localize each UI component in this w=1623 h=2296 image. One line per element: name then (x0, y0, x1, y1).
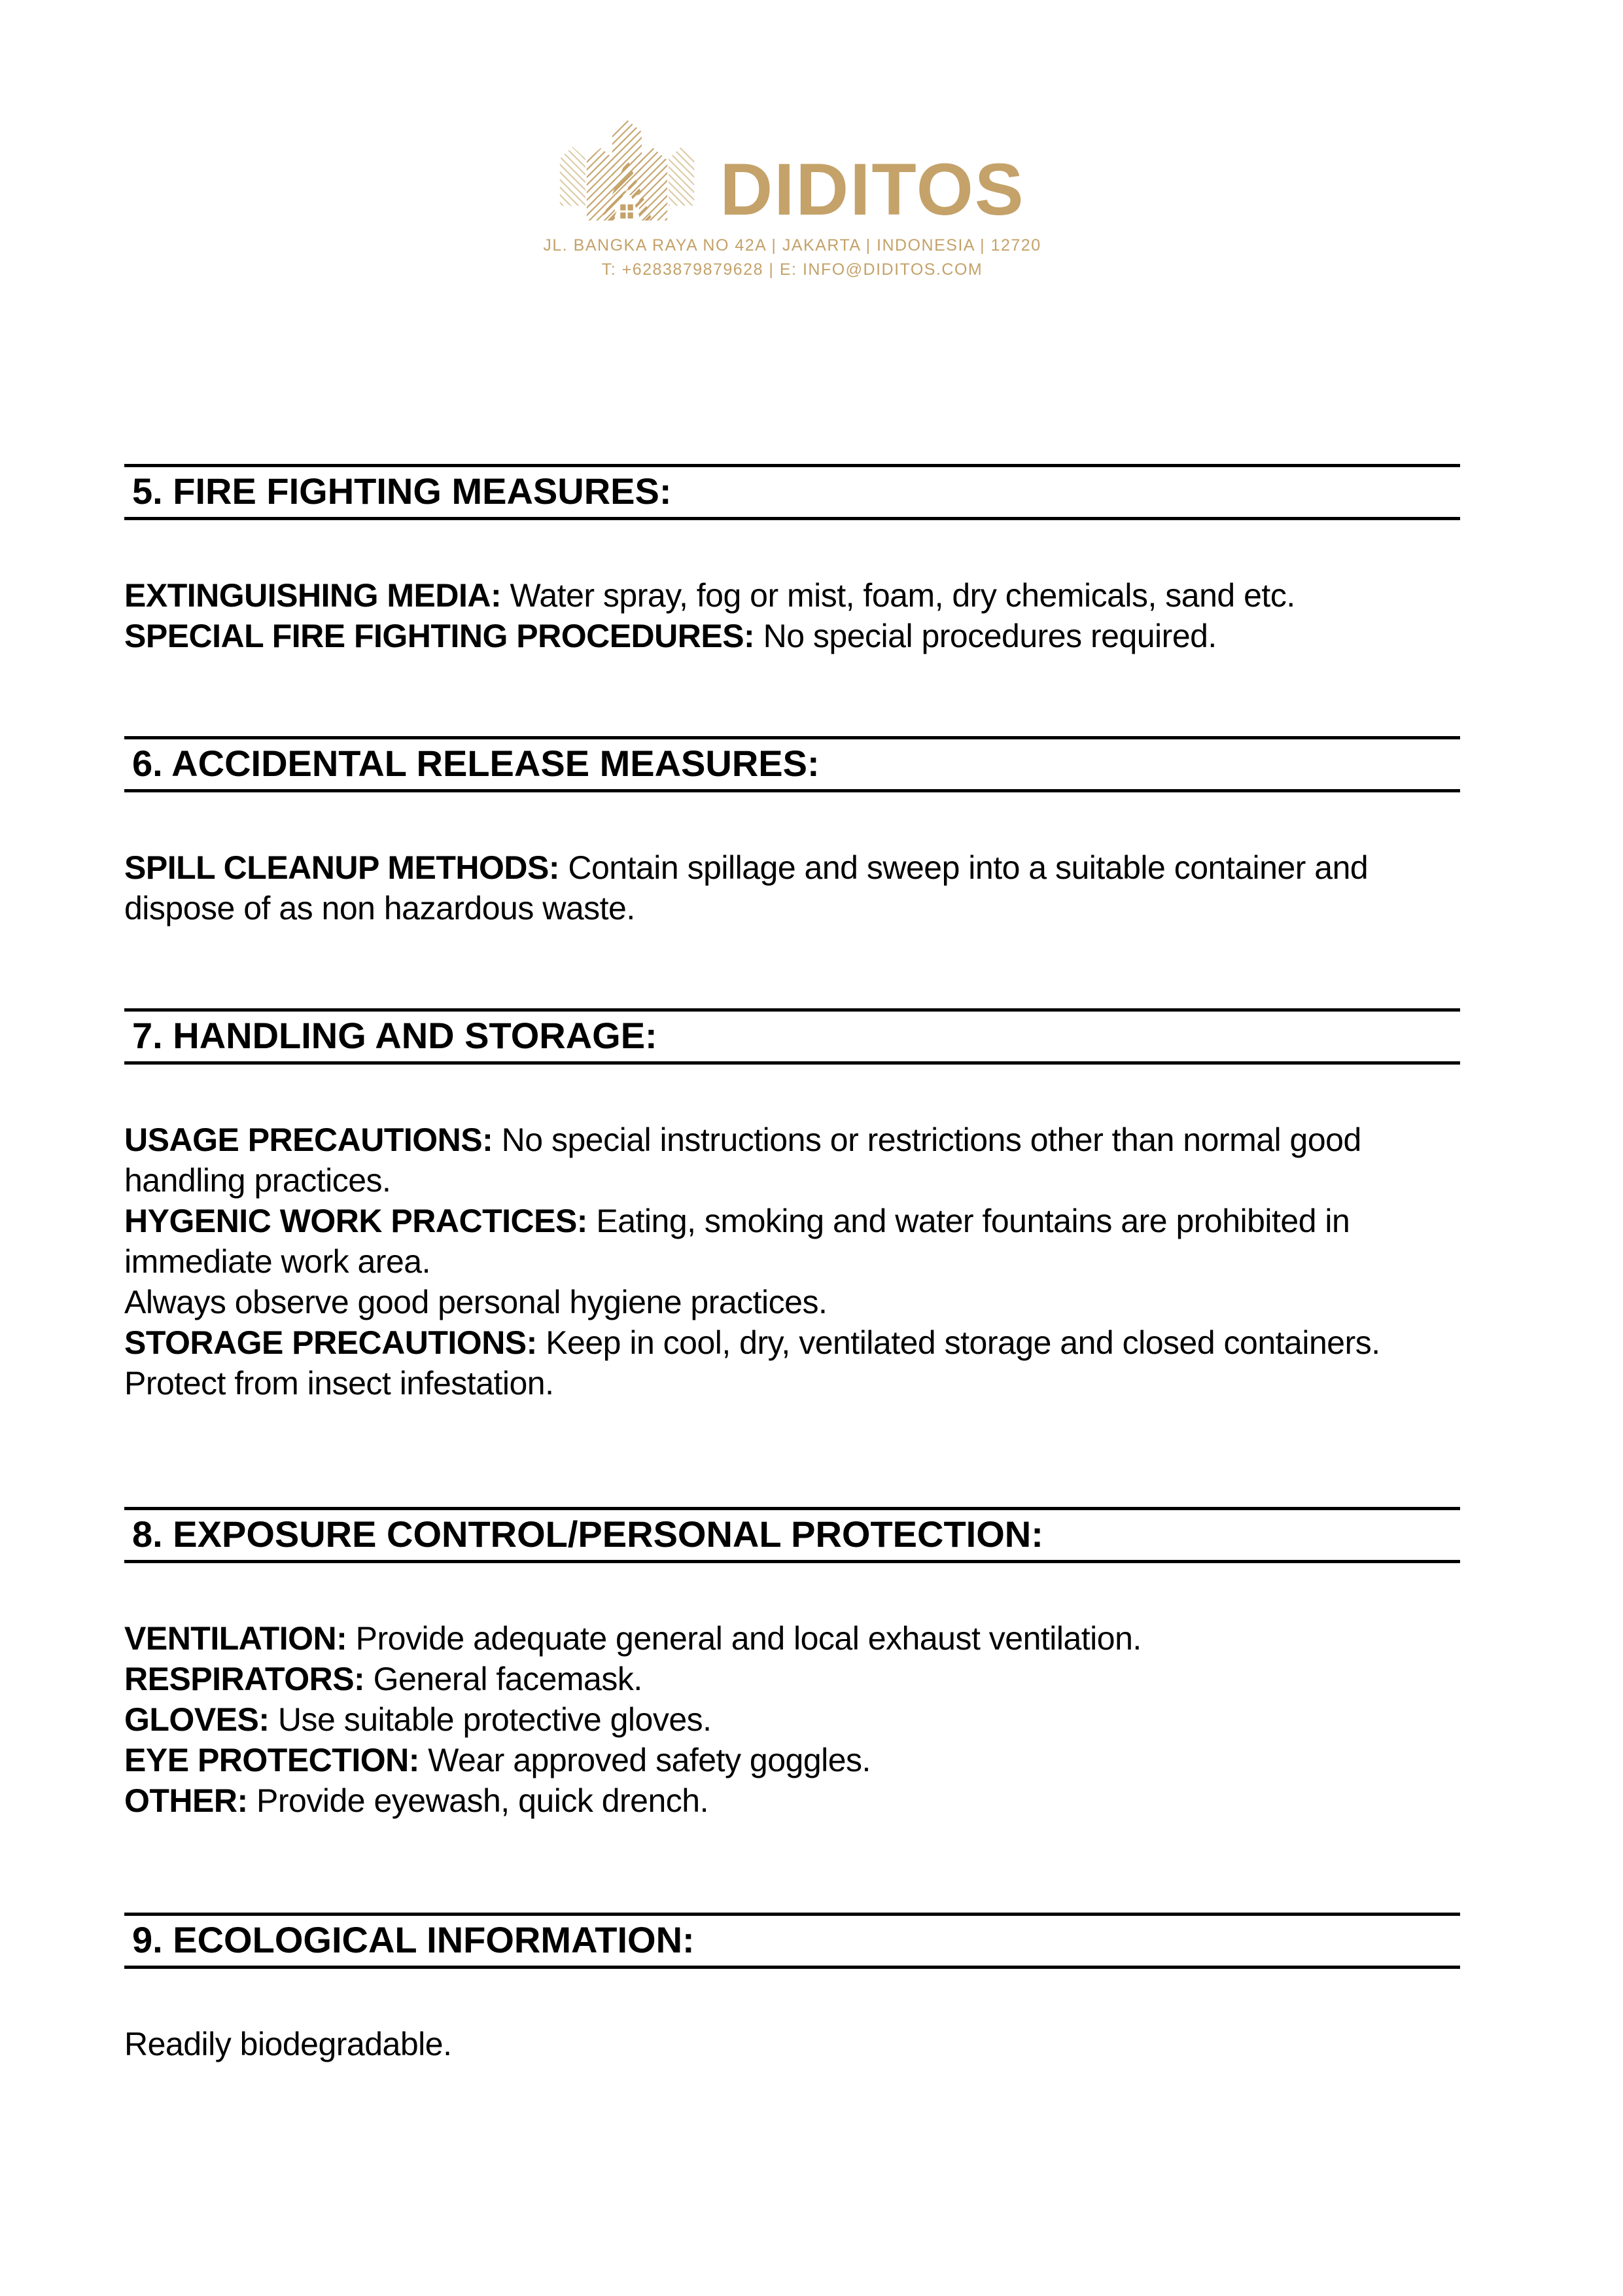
section-item: GLOVES: Use suitable protective gloves. (124, 1701, 712, 1738)
section-title: 6. ACCIDENTAL RELEASE MEASURES: (124, 736, 1460, 792)
section-body (124, 2024, 1420, 2064)
item-label: SPECIAL FIRE FIGHTING PROCEDURES: (124, 618, 763, 654)
section-title: 5. FIRE FIGHTING MEASURES: (124, 464, 1460, 520)
item-label: EXTINGUISHING MEDIA: (124, 577, 510, 614)
item-label: EYE PROTECTION: (124, 1742, 428, 1778)
section-item: STORAGE PRECAUTIONS: Keep in cool, dry, ventilated storage and closed containers. Protect from insect infestation. (124, 1324, 1380, 1402)
item-label: GLOVES: (124, 1701, 278, 1738)
item-label: STORAGE PRECAUTIONS: (124, 1324, 546, 1361)
brand-name: DIDITOS (720, 149, 1025, 230)
company-address: JL. BANGKA RAYA NO 42A | JAKARTA | INDONESIA | 12720 (543, 236, 1041, 255)
section-item: Always observe good personal hygiene practices. (124, 1284, 828, 1320)
item-label: USAGE PRECAUTIONS: (124, 1122, 502, 1158)
sds-section (124, 1008, 1460, 1404)
buildings-skyline-icon (559, 120, 695, 221)
sds-section (124, 464, 1460, 656)
sds-section (124, 1507, 1460, 1821)
section-body (124, 847, 1420, 928)
logo-address (124, 234, 1460, 282)
section-title: 8. EXPOSURE CONTROL/PERSONAL PROTECTION: (124, 1507, 1460, 1563)
section-item: USAGE PRECAUTIONS: No special instructions or restrictions other than normal good handling practices. (124, 1122, 1361, 1199)
sds-section (124, 1913, 1460, 2064)
section-item: SPECIAL FIRE FIGHTING PROCEDURES: No special procedures required. (124, 618, 1217, 654)
section-item: VENTILATION: Provide adequate general and local exhaust ventilation. (124, 1620, 1142, 1657)
section-item: EXTINGUISHING MEDIA: Water spray, fog or mist, foam, dry chemicals, sand etc. (124, 577, 1295, 614)
sds-section (124, 736, 1460, 928)
section-title: 9. ECOLOGICAL INFORMATION: (124, 1913, 1460, 1969)
item-label: HYGENIC WORK PRACTICES: (124, 1203, 597, 1239)
section-item: EYE PROTECTION: Wear approved safety goggles. (124, 1742, 871, 1778)
section-body (124, 1618, 1420, 1821)
company-contact: T: +6283879879628 | E: INFO@DIDITOS.COM (601, 260, 983, 279)
item-label: SPILL CLEANUP METHODS: (124, 849, 568, 886)
section-item: HYGENIC WORK PRACTICES: Eating, smoking and water fountains are prohibited in immediate work area. (124, 1203, 1350, 1280)
section-body (124, 1120, 1420, 1404)
item-label: VENTILATION: (124, 1620, 356, 1657)
item-label: OTHER: (124, 1782, 257, 1819)
sections (124, 464, 1460, 2064)
item-label: RESPIRATORS: (124, 1661, 374, 1697)
section-item: Readily biodegradable. (124, 2026, 452, 2062)
section-item: RESPIRATORS: General facemask. (124, 1661, 642, 1697)
company-logo (124, 120, 1460, 282)
section-item: SPILL CLEANUP METHODS: Contain spillage and sweep into a suitable container and dispose of as non hazardous waste. (124, 849, 1369, 927)
section-title: 7. HANDLING AND STORAGE: (124, 1008, 1460, 1065)
logo-row (124, 120, 1460, 230)
section-body (124, 575, 1420, 656)
section-item: OTHER: Provide eyewash, quick drench. (124, 1782, 708, 1819)
